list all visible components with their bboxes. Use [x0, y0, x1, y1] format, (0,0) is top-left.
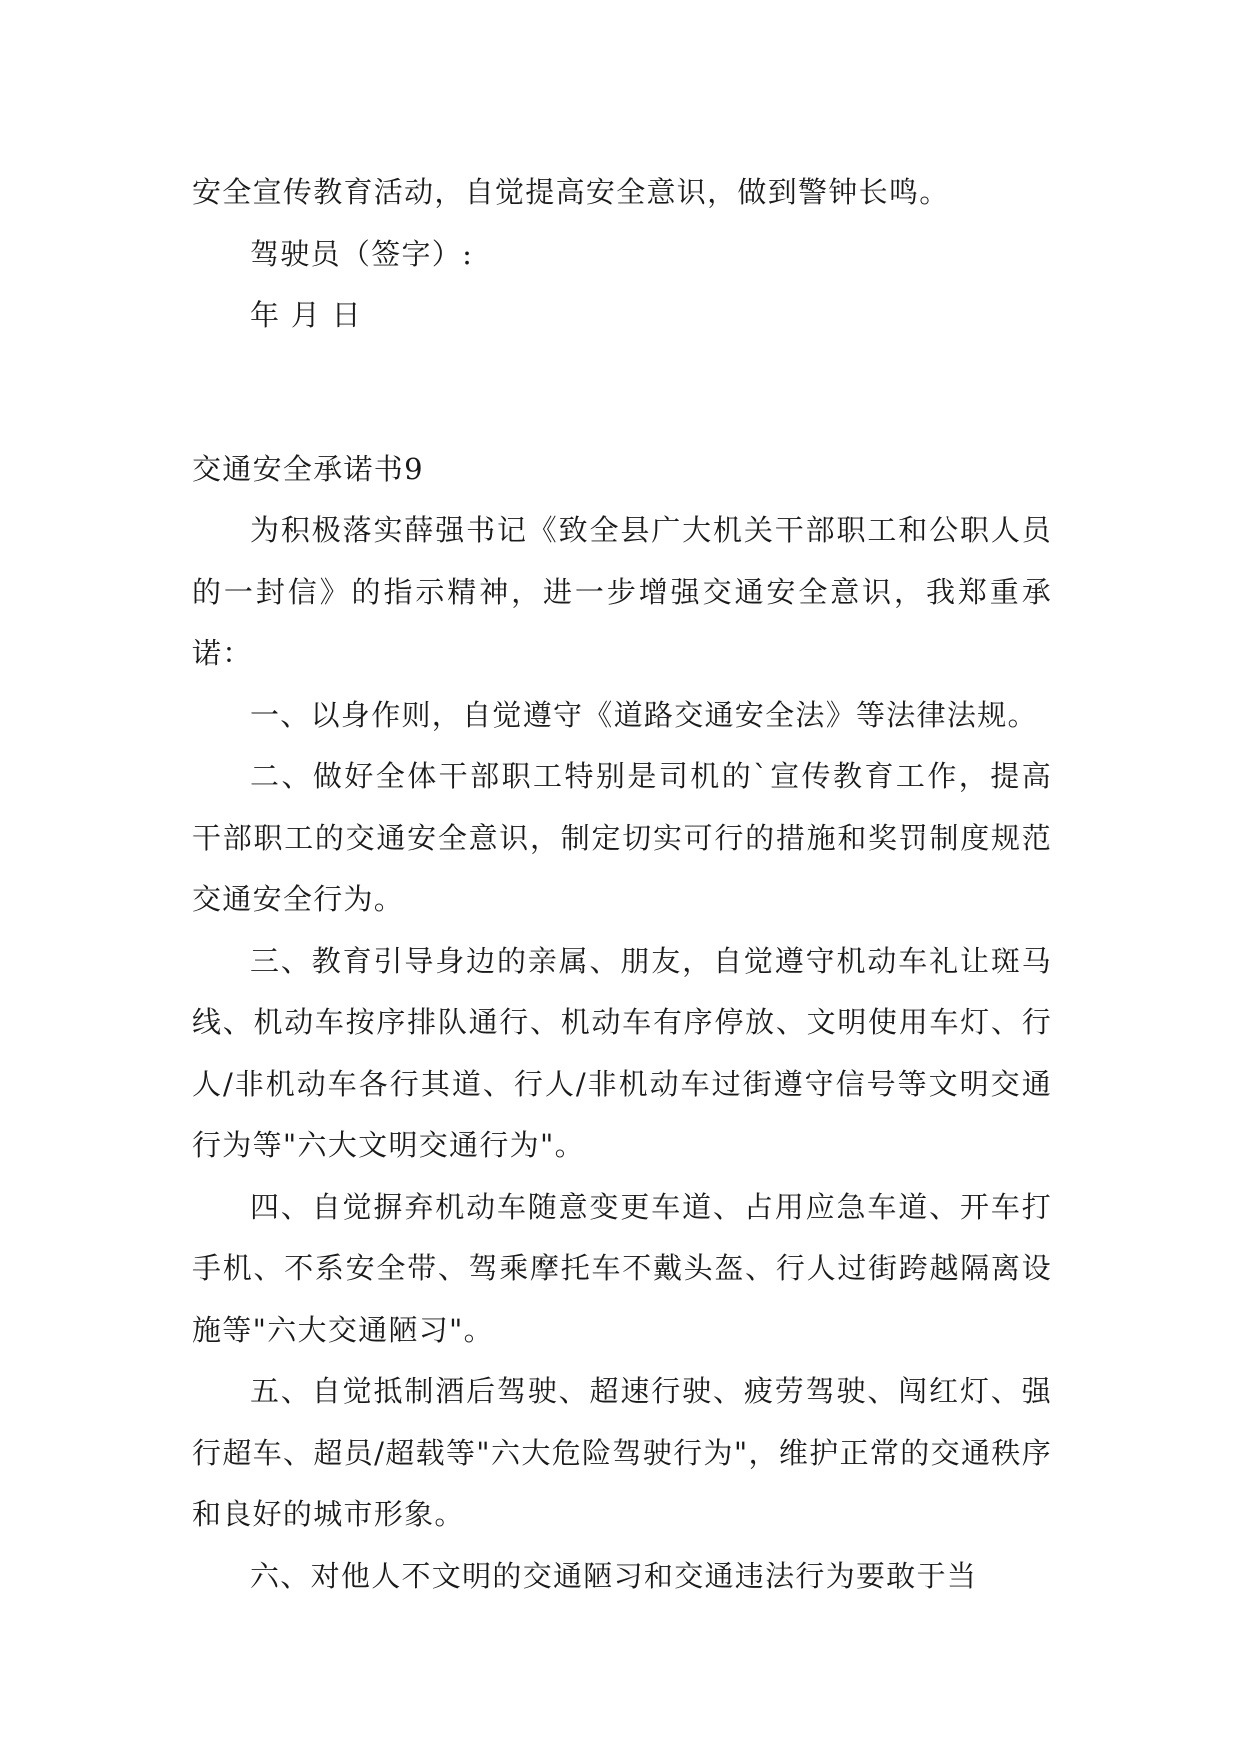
commitment-item-2: 二、做好全体干部职工特别是司机的`宣传教育工作，提高干部职工的交通安全意识，制定切实可行的措施和奖罚制度规范交通安全行为。 — [192, 759, 1052, 916]
intro-paragraph: 为积极落实薛强书记《致全县广大机关干部职工和公职人员的一封信》的指示精神，进一步增强交通安全意识，我郑重承诺： — [192, 513, 1052, 670]
commitment-item-1: 一、以身作则，自觉遵守《道路交通安全法》等法律法规。 — [250, 697, 1038, 732]
commitment-item-3: 三、教育引导身边的亲属、朋友，自觉遵守机动车礼让斑马线、机动车按序排队通行、机动车有序停放、文明使用车灯、行人/非机动车各行其道、行人/非机动车过街遵守信号等文明交通行为等"六大文明交通行为"。 — [192, 943, 1052, 1162]
section-title: 交通安全承诺书9 — [192, 451, 424, 486]
section-gap — [192, 347, 1052, 439]
commitment-item-5: 五、自觉抵制酒后驾驶、超速行驶、疲劳驾驶、闯红灯、强行超车、超员/超载等"六大危险驾驶行为"，维护正常的交通秩序和良好的城市形象。 — [192, 1374, 1052, 1531]
document-body — [192, 162, 1052, 1607]
date-line: 年 月 日 — [250, 298, 362, 332]
commitment-item-6: 六、对他人不文明的交通陋习和交通违法行为要敢于当 — [250, 1558, 978, 1593]
continuation-paragraph: 安全宣传教育活动，自觉提高安全意识，做到警钟长鸣。 — [192, 175, 950, 209]
signature-label: 驾驶员（签字）: — [250, 236, 474, 271]
commitment-item-4: 四、自觉摒弃机动车随意变更车道、占用应急车道、开车打手机、不系安全带、驾乘摩托车不戴头盔、行人过街跨越隔离设施等"六大交通陋习"。 — [192, 1189, 1052, 1347]
